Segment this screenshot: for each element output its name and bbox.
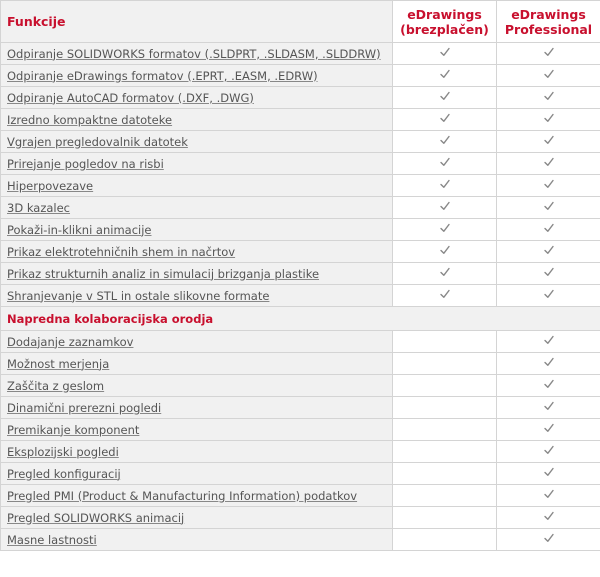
check-mark-icon bbox=[439, 156, 451, 168]
feature-link[interactable]: Hiperpovezave bbox=[7, 178, 94, 193]
feature-link[interactable]: Prikaz elektrotehničnih shem in načrtov bbox=[7, 244, 236, 259]
table-row bbox=[1, 197, 600, 219]
table-row bbox=[1, 87, 600, 109]
feature-cell bbox=[1, 507, 393, 529]
feature-cell bbox=[1, 263, 393, 285]
pro-edition-check-cell bbox=[497, 131, 600, 153]
free-edition-check-cell bbox=[393, 331, 497, 353]
feature-link[interactable]: Pregled PMI (Product & Manufacturing Information) podatkov bbox=[7, 488, 358, 503]
check-mark-icon bbox=[543, 334, 555, 346]
pro-edition-check-cell bbox=[497, 65, 600, 87]
check-mark-icon bbox=[439, 244, 451, 256]
feature-cell bbox=[1, 331, 393, 353]
table-body bbox=[1, 1, 600, 551]
check-mark-icon bbox=[439, 200, 451, 212]
feature-cell bbox=[1, 241, 393, 263]
table-row bbox=[1, 375, 600, 397]
feature-column-header: Funkcije bbox=[1, 1, 393, 43]
pro-edition-header-line2: Professional bbox=[504, 21, 593, 37]
check-mark-icon bbox=[543, 266, 555, 278]
free-edition-check-cell bbox=[393, 529, 497, 551]
table-row bbox=[1, 175, 600, 197]
free-edition-check-cell bbox=[393, 263, 497, 285]
feature-link[interactable]: Eksplozijski pogledi bbox=[7, 444, 119, 459]
table-row bbox=[1, 507, 600, 529]
table-row bbox=[1, 331, 600, 353]
free-edition-check-cell bbox=[393, 153, 497, 175]
pro-edition-check-cell bbox=[497, 109, 600, 131]
feature-cell bbox=[1, 485, 393, 507]
check-mark-icon bbox=[543, 400, 555, 412]
pro-edition-check-cell bbox=[497, 175, 600, 197]
feature-cell bbox=[1, 397, 393, 419]
pro-edition-check-cell bbox=[497, 419, 600, 441]
feature-link[interactable]: Prikaz strukturnih analiz in simulacij brizganja plastike bbox=[7, 266, 320, 281]
feature-link[interactable]: Zaščita z geslom bbox=[7, 378, 105, 393]
pro-edition-check-cell bbox=[497, 87, 600, 109]
feature-cell bbox=[1, 463, 393, 485]
feature-cell bbox=[1, 87, 393, 109]
feature-cell bbox=[1, 131, 393, 153]
feature-link[interactable]: Pokaži-in-klikni animacije bbox=[7, 222, 152, 237]
table-row bbox=[1, 109, 600, 131]
check-mark-icon bbox=[439, 266, 451, 278]
feature-link[interactable]: Odpiranje SOLIDWORKS formatov (.SLDPRT, .SLDASM, .SLDDRW) bbox=[7, 46, 381, 61]
free-edition-check-cell bbox=[393, 353, 497, 375]
table-row bbox=[1, 219, 600, 241]
feature-link[interactable]: Dinamični prerezni pogledi bbox=[7, 400, 162, 415]
feature-cell bbox=[1, 197, 393, 219]
pro-edition-check-cell bbox=[497, 463, 600, 485]
pro-edition-check-cell bbox=[497, 375, 600, 397]
check-mark-icon bbox=[543, 46, 555, 58]
check-mark-icon bbox=[543, 488, 555, 500]
feature-link[interactable]: Dodajanje zaznamkov bbox=[7, 334, 134, 349]
pro-edition-check-cell bbox=[497, 263, 600, 285]
check-mark-icon bbox=[543, 134, 555, 146]
free-edition-check-cell bbox=[393, 285, 497, 307]
feature-link[interactable]: Vgrajen pregledovalnik datotek bbox=[7, 134, 188, 149]
free-edition-check-cell bbox=[393, 109, 497, 131]
header-row bbox=[1, 1, 600, 43]
feature-cell bbox=[1, 285, 393, 307]
check-mark-icon bbox=[543, 422, 555, 434]
free-edition-check-cell bbox=[393, 463, 497, 485]
check-mark-icon bbox=[543, 178, 555, 190]
free-edition-check-cell bbox=[393, 507, 497, 529]
pro-edition-check-cell bbox=[497, 331, 600, 353]
free-edition-check-cell bbox=[393, 43, 497, 65]
check-mark-icon bbox=[543, 466, 555, 478]
free-edition-header bbox=[393, 1, 497, 43]
table-row bbox=[1, 241, 600, 263]
pro-edition-check-cell bbox=[497, 43, 600, 65]
section-row bbox=[1, 307, 600, 331]
feature-link[interactable]: Shranjevanje v STL in ostale slikovne formate bbox=[7, 288, 270, 303]
table-row bbox=[1, 285, 600, 307]
section-title: Napredna kolaboracijska orodja bbox=[1, 307, 600, 331]
free-edition-check-cell bbox=[393, 397, 497, 419]
feature-link[interactable]: Premikanje komponent bbox=[7, 422, 140, 437]
feature-cell bbox=[1, 153, 393, 175]
feature-cell bbox=[1, 529, 393, 551]
free-edition-check-cell bbox=[393, 65, 497, 87]
free-edition-check-cell bbox=[393, 241, 497, 263]
feature-link[interactable]: Odpiranje AutoCAD formatov (.DXF, .DWG) bbox=[7, 90, 254, 105]
check-mark-icon bbox=[543, 378, 555, 390]
check-mark-icon bbox=[543, 156, 555, 168]
table-row bbox=[1, 131, 600, 153]
free-edition-check-cell bbox=[393, 485, 497, 507]
table-row bbox=[1, 441, 600, 463]
check-mark-icon bbox=[439, 222, 451, 234]
feature-cell bbox=[1, 109, 393, 131]
pro-edition-check-cell bbox=[497, 507, 600, 529]
check-mark-icon bbox=[439, 46, 451, 58]
pro-edition-check-cell bbox=[497, 397, 600, 419]
free-edition-check-cell bbox=[393, 87, 497, 109]
feature-cell bbox=[1, 219, 393, 241]
pro-edition-check-cell bbox=[497, 285, 600, 307]
pro-edition-check-cell bbox=[497, 485, 600, 507]
check-mark-icon bbox=[543, 68, 555, 80]
table-row bbox=[1, 153, 600, 175]
feature-link[interactable]: Prirejanje pogledov na risbi bbox=[7, 156, 164, 171]
free-edition-check-cell bbox=[393, 219, 497, 241]
check-mark-icon bbox=[439, 134, 451, 146]
feature-link[interactable]: Pregled SOLIDWORKS animacij bbox=[7, 510, 185, 525]
check-mark-icon bbox=[543, 244, 555, 256]
free-edition-check-cell bbox=[393, 197, 497, 219]
feature-link[interactable]: 3D kazalec bbox=[7, 200, 71, 215]
check-mark-icon bbox=[439, 68, 451, 80]
table-row bbox=[1, 529, 600, 551]
feature-cell bbox=[1, 43, 393, 65]
pro-edition-header bbox=[497, 1, 600, 43]
free-edition-header-line1: eDrawings bbox=[407, 6, 482, 22]
feature-cell bbox=[1, 419, 393, 441]
pro-edition-header-line1: eDrawings bbox=[511, 6, 586, 22]
table-row bbox=[1, 65, 600, 87]
feature-cell bbox=[1, 353, 393, 375]
pro-edition-check-cell bbox=[497, 441, 600, 463]
table-row bbox=[1, 485, 600, 507]
check-mark-icon bbox=[439, 90, 451, 102]
check-mark-icon bbox=[439, 178, 451, 190]
check-mark-icon bbox=[543, 112, 555, 124]
check-mark-icon bbox=[439, 288, 451, 300]
pro-edition-check-cell bbox=[497, 241, 600, 263]
table-row bbox=[1, 397, 600, 419]
feature-cell bbox=[1, 175, 393, 197]
table-row bbox=[1, 419, 600, 441]
free-edition-check-cell bbox=[393, 131, 497, 153]
feature-cell bbox=[1, 375, 393, 397]
pro-edition-check-cell bbox=[497, 153, 600, 175]
check-mark-icon bbox=[543, 288, 555, 300]
feature-link[interactable]: Izredno kompaktne datoteke bbox=[7, 112, 173, 127]
feature-link[interactable]: Pregled konfiguracij bbox=[7, 466, 121, 481]
pro-edition-check-cell bbox=[497, 353, 600, 375]
check-mark-icon bbox=[543, 532, 555, 544]
pro-edition-check-cell bbox=[497, 219, 600, 241]
check-mark-icon bbox=[543, 510, 555, 522]
free-edition-header-line2: (brezplačen) bbox=[400, 21, 489, 37]
check-mark-icon bbox=[543, 222, 555, 234]
free-edition-check-cell bbox=[393, 419, 497, 441]
check-mark-icon bbox=[439, 112, 451, 124]
feature-link[interactable]: Odpiranje eDrawings formatov (.EPRT, .EASM, .EDRW) bbox=[7, 68, 318, 83]
check-mark-icon bbox=[543, 90, 555, 102]
table-row bbox=[1, 43, 600, 65]
table-row bbox=[1, 463, 600, 485]
check-mark-icon bbox=[543, 200, 555, 212]
feature-cell bbox=[1, 65, 393, 87]
check-mark-icon bbox=[543, 356, 555, 368]
free-edition-check-cell bbox=[393, 441, 497, 463]
pro-edition-check-cell bbox=[497, 197, 600, 219]
feature-cell bbox=[1, 441, 393, 463]
table-row bbox=[1, 353, 600, 375]
free-edition-check-cell bbox=[393, 375, 497, 397]
check-mark-icon bbox=[543, 444, 555, 456]
feature-link[interactable]: Možnost merjenja bbox=[7, 356, 110, 371]
table-row bbox=[1, 263, 600, 285]
free-edition-check-cell bbox=[393, 175, 497, 197]
feature-link[interactable]: Masne lastnosti bbox=[7, 532, 97, 547]
pro-edition-check-cell bbox=[497, 529, 600, 551]
